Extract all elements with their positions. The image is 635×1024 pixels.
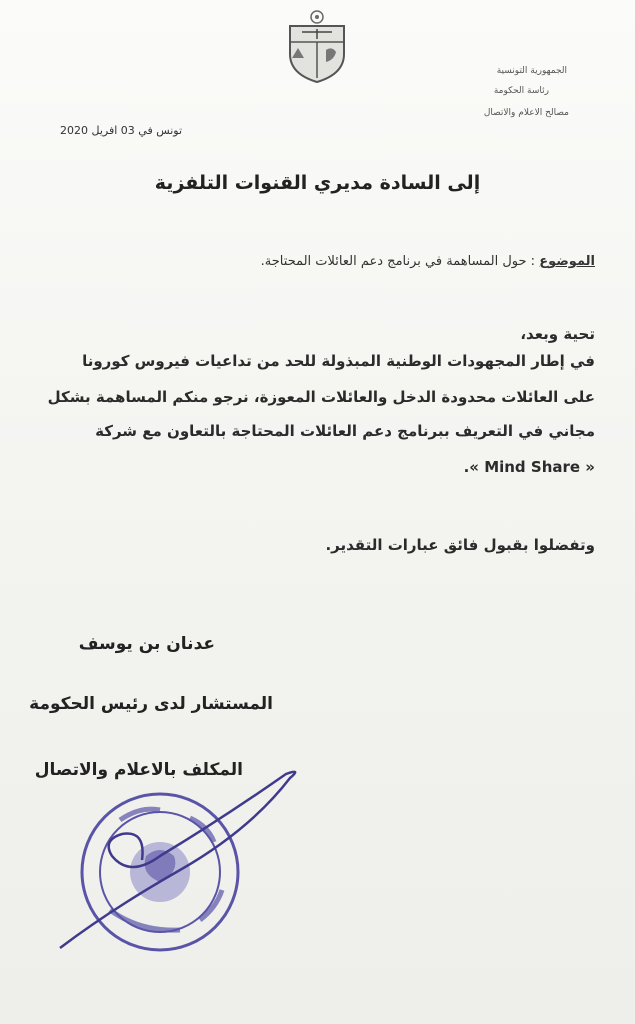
closing-line: وتفضلوا بقبول فائق عبارات التقدير. bbox=[325, 536, 595, 554]
tunisian-coat-of-arms-icon bbox=[282, 8, 352, 84]
letter-title: إلى السادة مديري القنوات التلفزية bbox=[154, 172, 481, 194]
header-line-1: الجمهورية التونسية bbox=[496, 66, 567, 76]
subject-text: : حول المساهمة في برنامج دعم العائلات المحتاجة. bbox=[260, 254, 536, 269]
signatory-title-1: المستشار لدى رئيس الحكومة bbox=[29, 694, 273, 714]
letter-date: تونس في 03 افريل 2020 bbox=[60, 124, 183, 137]
stamp-icon bbox=[82, 794, 238, 950]
body-line-3: مجاني في التعريف ببرنامج دعم العائلات المحتاجة بالتعاون مع شركة bbox=[95, 422, 595, 440]
body-line-2: على العائلات محدودة الدخل والعائلات المعوزة، نرجو منكم المساهمة بشكل bbox=[47, 388, 595, 406]
signatory-title-2: المكلف بالاعلام والاتصال bbox=[34, 760, 243, 780]
official-stamp-and-signature bbox=[50, 760, 310, 960]
subject-line bbox=[261, 254, 595, 269]
signatory-name: عدنان بن يوسف bbox=[78, 634, 215, 654]
header-line-3: مصالح الاعلام والاتصال bbox=[483, 108, 569, 118]
body-line-4: « Mind Share ». bbox=[463, 458, 595, 476]
body-line-1: في إطار المجهودات الوطنية المبذولة للحد من تداعيات فيروس كورونا bbox=[82, 352, 595, 370]
header-line-2: رئاسة الحكومة bbox=[493, 86, 549, 96]
subject-label: الموضوع bbox=[539, 254, 595, 269]
greeting: تحية وبعد، bbox=[520, 325, 595, 343]
